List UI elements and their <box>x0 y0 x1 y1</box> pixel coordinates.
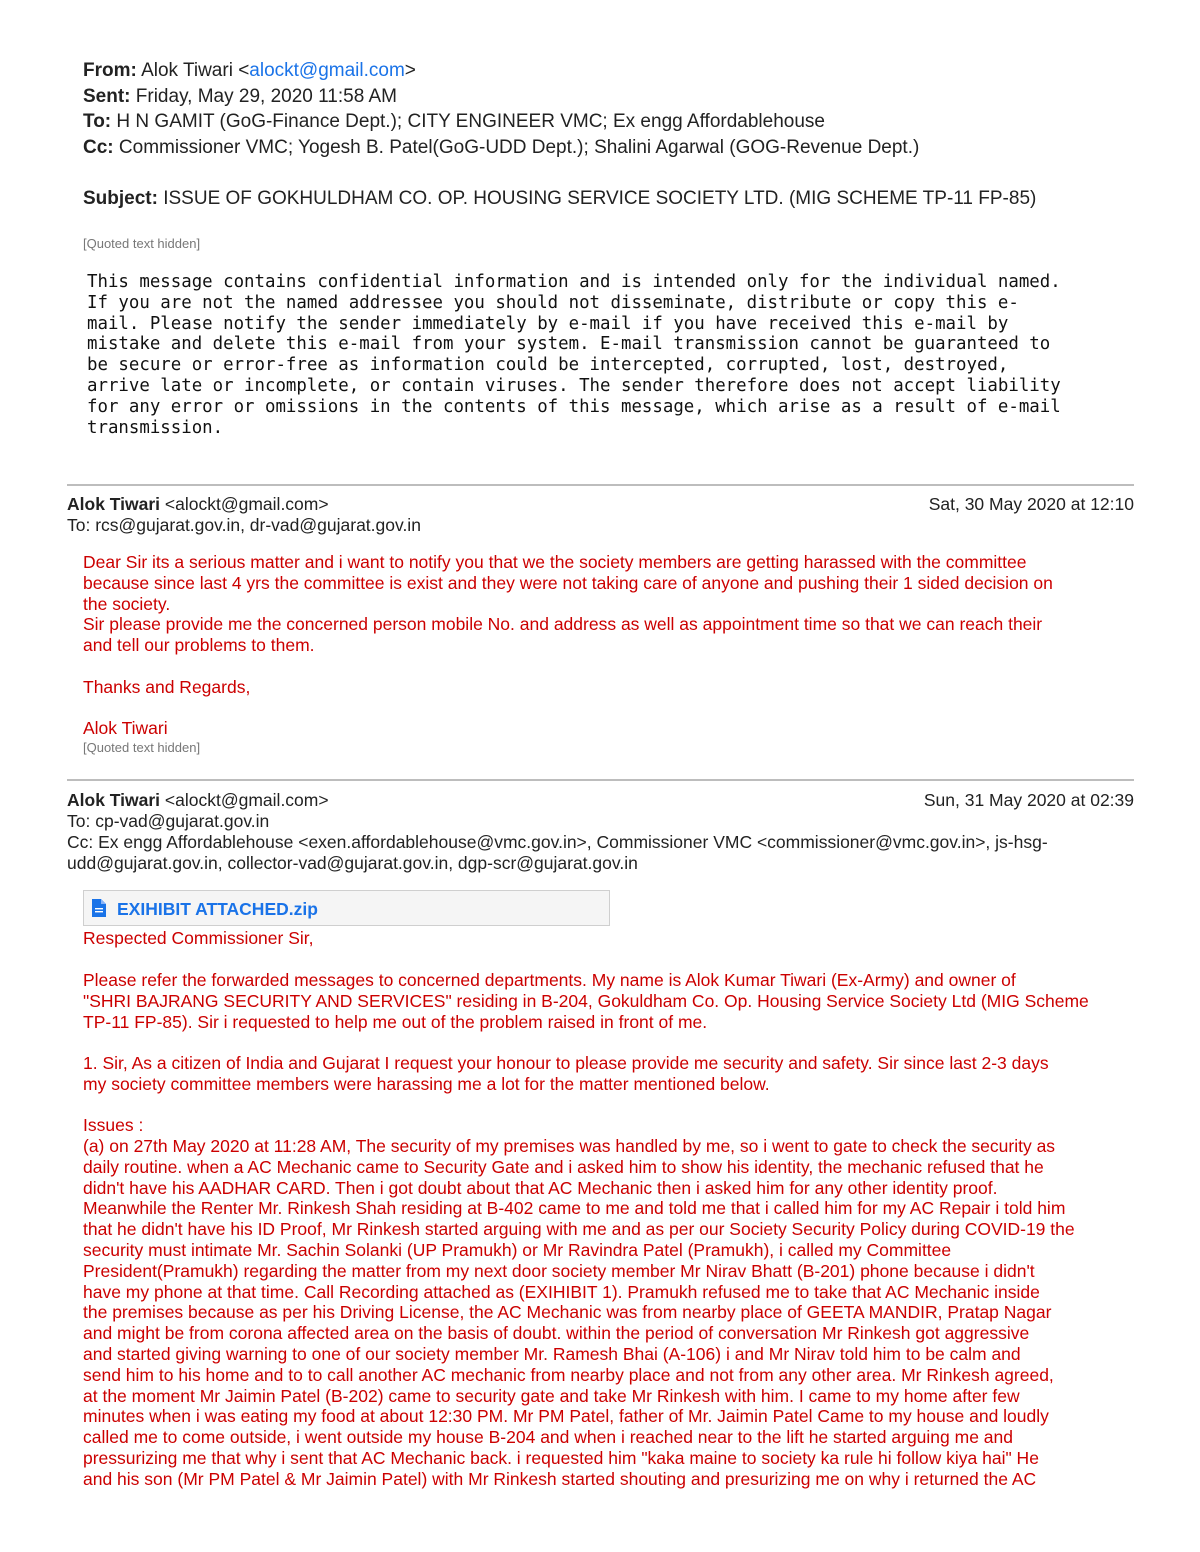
to-label: To: <box>83 111 112 132</box>
header-sent-line <box>83 84 397 109</box>
message1-sender-email: <alockt@gmail.com> <box>164 494 329 514</box>
file-icon <box>92 899 106 917</box>
header-from-line <box>83 58 416 83</box>
from-email-link[interactable]: alockt@gmail.com <box>249 60 405 81</box>
attachment-filename-link[interactable]: EXIHIBIT ATTACHED.zip <box>117 899 318 919</box>
message2-paragraph-request: 1. Sir, As a citizen of India and Gujarat I request your honour to please provide me security and safety. Sir since last 2-3 days my society committee members were harassing me a lot for the matter mentioned below. <box>83 1053 1049 1094</box>
from-close: > <box>404 60 416 81</box>
message2-issues-label: Issues : <box>83 1115 144 1135</box>
message2-issue-a: (a) on 27th May 2020 at 11:28 AM, The security of my premises was handled by me, so i went to gate to check the security as daily routine. when a AC Mechanic came to Security Gate and i asked him to show his identity, the mechanic refused that he didn't have his AADHAR CARD. Then i got doubt about that AC Mechanic then i asked him for any other identity proof. Meanwhile the Renter Mr. Rinkesh Shah residing at B-402 came to me and told me that i called him for my AC Repair i told him that he didn't have his ID Proof, Mr Rinkesh started arguing with me and as per our Society Security Policy during COVID-19 the security must intimate Mr. Sachin Solanki (UP Pramukh) or Mr Ravindra Patel (Pramukh), i called my Committee President(Pramukh) regarding the matter from my next door society member Mr Nirav Bhatt (B-201) phone because i didn't have my phone at that time. Call Recording attached as (EXIHIBIT 1). Pramukh refused me to take that AC Mechanic inside the premises because as per his Driving License, the AC Mechanic was from nearby place of GEETA MANDIR, Pratap Nagar and might be from corona affected area on the basis of doubt. within the period of conversation Mr Rinkesh got aggressive and started giving warning to one of our society member Mr. Ramesh Bhai (A-106) i and Mr Nirav told him to be calm and send him to his home and to to call another AC mechanic from nearby place and not from any other area. Mr Rinkesh agreed, at the moment Mr Jaimin Patel (B-202) came to security gate and take Mr Rinkesh with him. I came to my home after few minutes when i was eating my food at about 12:30 PM. Mr PM Patel, father of Mr. Jaimin Patel Came to my house and loudly called me to come outside, i went outside my house B-204 and when i reached near to the lift he started arguing me and pressurizing me that why i sent that AC Mechanic back. i requested him "kaka maine to society ka rule hi follow kiya hai" He and his son (Mr PM Patel & Mr Jaimin Patel) with Mr Rinkesh started shouting and presurizing me on why i returned the AC <box>83 1136 1075 1489</box>
from-name: Alok Tiwari < <box>141 60 250 81</box>
header-to-line <box>83 109 825 134</box>
message2-salutation: Respected Commissioner Sir, <box>83 928 314 948</box>
to-value: H N GAMIT (GoG-Finance Dept.); CITY ENGINEER VMC; Ex engg Affordablehouse <box>116 111 825 132</box>
header-cc-line <box>83 135 919 160</box>
quoted-text-hidden-toggle[interactable]: [Quoted text hidden] <box>83 740 201 755</box>
message1-regards: Thanks and Regards, <box>83 677 251 697</box>
confidentiality-disclaimer: This message contains confidential information and is intended only for the individual named. If you are not the named addressee you should not disseminate, distribute or copy this e- mail. Please notify the sender immediately by e-mail if you have received this e-mail by mistake and delete this e-mail from your system. E-mail transmission cannot be guaranteed to be secure or error-free as information could be intercepted, corrupted, lost, destroyed, arrive late or incomplete, or contain viruses. The sender therefore does not accept liability for any error or omissions in the contents of this message, which arise as a result of e-mail transmission. <box>87 272 1061 438</box>
subject-value: ISSUE OF GOKHULDHAM CO. OP. HOUSING SERVICE SOCIETY LTD. (MIG SCHEME TP-11 FP-85) <box>163 188 1037 209</box>
message1-sender-name: Alok Tiwari <box>67 494 161 514</box>
cc-label: Cc: <box>83 137 114 158</box>
message2-sender <box>67 790 329 811</box>
message-divider <box>67 779 1134 781</box>
subject-label: Subject: <box>83 188 158 209</box>
message1-date: Sat, 30 May 2020 at 12:10 <box>928 494 1134 514</box>
sent-label: Sent: <box>83 86 131 107</box>
message2-to: To: cp-vad@gujarat.gov.in <box>67 811 270 831</box>
quoted-text-hidden-toggle[interactable]: [Quoted text hidden] <box>83 236 201 251</box>
sent-value: Friday, May 29, 2020 11:58 AM <box>135 86 397 107</box>
message2-sender-email: <alockt@gmail.com> <box>164 790 329 810</box>
from-label: From: <box>83 60 137 81</box>
message2-cc: Cc: Ex engg Affordablehouse <exen.affordablehouse@vmc.gov.in>, Commissioner VMC <commissioner@vmc.gov.in>, js-hsg- udd@gujarat.gov.in, collector-vad@gujarat.gov.in, dgp-scr@gujarat.gov.in <box>67 832 1048 873</box>
message1-sender <box>67 494 329 515</box>
message-divider <box>67 484 1134 486</box>
attachment-chip[interactable] <box>83 890 610 926</box>
message2-date: Sun, 31 May 2020 at 02:39 <box>923 790 1134 810</box>
header-subject-line <box>83 186 1036 211</box>
message1-body: Dear Sir its a serious matter and i want to notify you that we the society members are getting harassed with the committee because since last 4 yrs the committee is exist and they were not taking care of anyone and pushing their 1 sided decision on the society. Sir please provide me the concerned person mobile No. and address as well as appointment time so that we can reach their and tell our problems to them. <box>83 552 1053 656</box>
message1-signature: Alok Tiwari <box>83 718 168 738</box>
message2-paragraph-intro: Please refer the forwarded messages to concerned departments. My name is Alok Kumar Tiwari (Ex-Army) and owner of "SHRI BAJRANG SECURITY AND SERVICES" residing in B-204, Gokuldham Co. Op. Housing Service Society Ltd (MIG Scheme TP-11 FP-85). Sir i requested to help me out of the problem raised in front of me. <box>83 970 1089 1032</box>
message2-sender-name: Alok Tiwari <box>67 790 161 810</box>
message1-to: To: rcs@gujarat.gov.in, dr-vad@gujarat.gov.in <box>67 515 421 535</box>
cc-value: Commissioner VMC; Yogesh B. Patel(GoG-UDD Dept.); Shalini Agarwal (GOG-Revenue Dept.) <box>118 137 920 158</box>
